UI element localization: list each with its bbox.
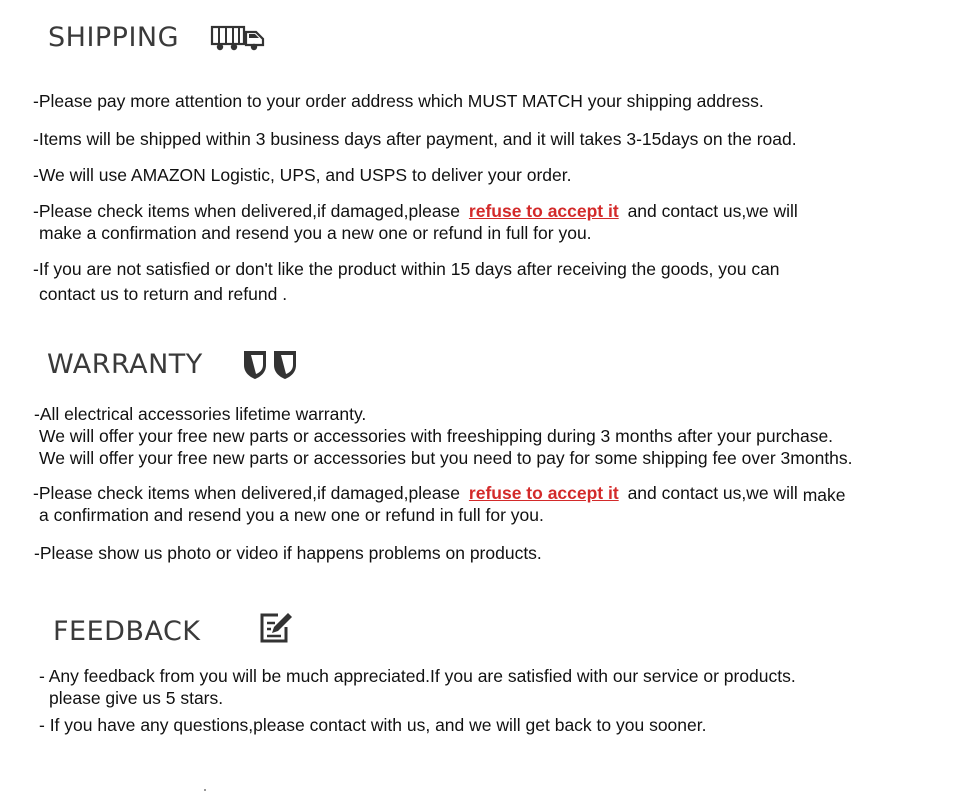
shipping-check-line2: make a confirmation and resend you a new one or refund in full for you. xyxy=(39,223,592,243)
shipping-line-address: -Please pay more attention to your order address which MUST MATCH your shipping address. xyxy=(33,91,764,111)
edit-icon xyxy=(258,611,294,645)
feedback-line2: please give us 5 stars. xyxy=(49,688,224,708)
warranty-line-lifetime: -All electrical accessories lifetime warranty. xyxy=(34,404,367,424)
warranty-heading: WARRANTY xyxy=(47,349,203,380)
shipping-line-time: -Items will be shipped within 3 business days after payment, and it will takes 3-15days on the road. xyxy=(33,129,797,149)
feedback-heading: FEEDBACK xyxy=(53,616,201,647)
stray-dot xyxy=(204,789,206,791)
shield-icon xyxy=(242,349,300,381)
shipping-heading: SHIPPING xyxy=(48,22,180,53)
shipping-refuse-link[interactable]: refuse to accept it xyxy=(468,201,619,221)
feedback-line1: - Any feedback from you will be much appreciated.If you are satisfied with our service or products. xyxy=(39,666,796,686)
feedback-line3-a: - If you have xyxy=(39,715,136,735)
warranty-line-freeshipping: We will offer your free new parts or accessories with freeshipping during 3 months after your purchase. xyxy=(39,426,834,446)
shipping-check-line xyxy=(33,200,798,222)
shipping-line-carriers: -We will use AMAZON Logistic, UPS, and USPS to deliver your order. xyxy=(33,165,572,185)
shipping-return-line2: contact us to return and refund . xyxy=(39,284,288,304)
warranty-check-line xyxy=(33,482,845,504)
warranty-refuse-link[interactable]: refuse to accept it xyxy=(468,483,619,503)
warranty-check-after2: make xyxy=(802,485,846,505)
shipping-check-before: -Please check items when delivered,if damaged,please xyxy=(33,201,461,221)
warranty-photo-line: -Please show us photo or video if happens problems on products. xyxy=(34,543,542,563)
shipping-check-after: and contact us,we will xyxy=(627,201,798,221)
warranty-check-before: -Please check items when delivered,if damaged,please xyxy=(33,483,461,503)
shipping-return-line1: -If you are not satisfied or don't like the product within 15 days after receiving the goods, you can xyxy=(33,259,780,279)
warranty-check-line2: a confirmation and resend you a new one or refund in full for you. xyxy=(39,505,544,525)
feedback-line3 xyxy=(39,714,706,736)
truck-icon xyxy=(210,24,266,52)
warranty-check-after: and contact us,we will xyxy=(627,483,798,503)
feedback-line3-b: any questions,please contact with us, and we will get back to you sooner. xyxy=(140,715,707,735)
warranty-line-shippingfee: We will offer your free new parts or accessories but you need to pay for some shipping fee over 3months. xyxy=(39,448,853,468)
